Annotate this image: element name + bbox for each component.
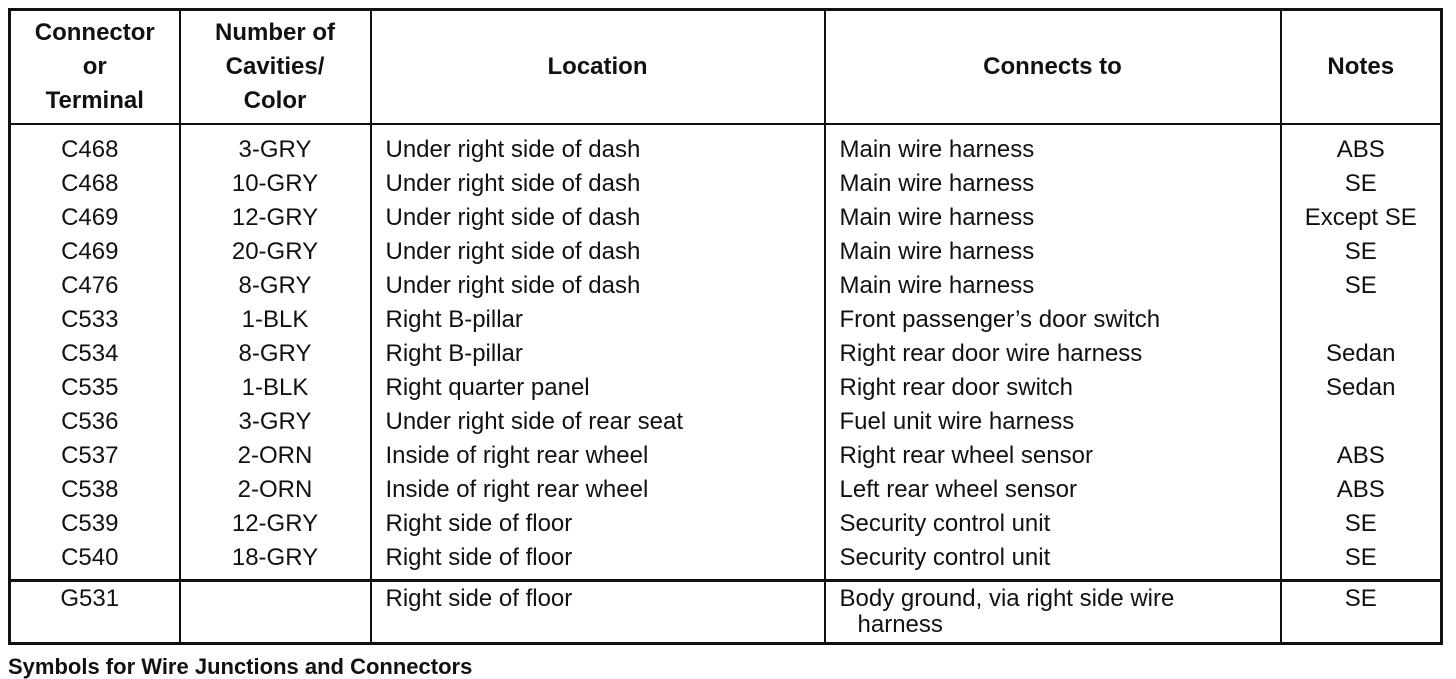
cell-notes: SE xyxy=(1281,167,1442,201)
cell-connects-to: Right rear door switch xyxy=(825,371,1281,405)
header-cavities-line2: Cavities/ xyxy=(225,53,325,80)
cell-cavities: 8-GRY xyxy=(180,337,371,371)
header-connector xyxy=(10,10,180,125)
cell-notes: ABS xyxy=(1281,124,1442,167)
cell-cavities: 20-GRY xyxy=(180,235,371,269)
table-row xyxy=(10,269,1442,303)
cell-cavities: 1-BLK xyxy=(180,303,371,337)
cell-connects-to: Main wire harness xyxy=(825,269,1281,303)
cell-cavities: 1-BLK xyxy=(180,371,371,405)
cell-connects-to: Main wire harness xyxy=(825,167,1281,201)
cell-notes: Sedan xyxy=(1281,337,1442,371)
table-row xyxy=(10,124,1442,167)
cell-cavities: 3-GRY xyxy=(180,405,371,439)
cell-connects-to: Main wire harness xyxy=(825,124,1281,167)
cell-location: Under right side of dash xyxy=(371,201,825,235)
header-row xyxy=(10,10,1442,125)
header-cavities-line3: Color xyxy=(243,87,307,114)
cell-connector: C468 xyxy=(10,124,180,167)
cell-connector: C469 xyxy=(10,201,180,235)
cell-connects-to: Main wire harness xyxy=(825,235,1281,269)
cell-notes: Sedan xyxy=(1281,371,1442,405)
cell-cavities: 2-ORN xyxy=(180,473,371,507)
header-connector-line1: Connector xyxy=(34,19,155,46)
header-location: Location xyxy=(371,10,825,125)
cell-notes: SE xyxy=(1281,507,1442,541)
cell-location: Right B-pillar xyxy=(371,337,825,371)
cell-location: Right side of floor xyxy=(371,541,825,581)
cell-connector: G531 xyxy=(10,581,180,644)
footer-partial-text: Symbols for Wire Junctions and Connectors xyxy=(8,654,473,679)
connector-table xyxy=(8,8,1443,645)
cell-location: Right quarter panel xyxy=(371,371,825,405)
header-cavities-line1: Number of xyxy=(215,19,335,46)
cell-connects-to: Left rear wheel sensor xyxy=(825,473,1281,507)
table-body xyxy=(10,124,1442,644)
cell-connects-to: Front passenger’s door switch xyxy=(825,303,1281,337)
cell-connects-to: Security control unit xyxy=(825,507,1281,541)
cell-notes: ABS xyxy=(1281,439,1442,473)
cell-location: Under right side of rear seat xyxy=(371,405,825,439)
cell-cavities xyxy=(180,581,371,644)
header-connects-to: Connects to xyxy=(825,10,1281,125)
cell-notes: SE xyxy=(1281,235,1442,269)
header-cavities xyxy=(180,10,371,125)
cell-location: Under right side of dash xyxy=(371,167,825,201)
cell-connector: C537 xyxy=(10,439,180,473)
cell-cavities: 18-GRY xyxy=(180,541,371,581)
connects-to-line2: harness xyxy=(857,611,943,638)
table-row xyxy=(10,371,1442,405)
table-row xyxy=(10,167,1442,201)
header-notes: Notes xyxy=(1281,10,1442,125)
cell-location: Under right side of dash xyxy=(371,124,825,167)
cell-notes: Except SE xyxy=(1281,201,1442,235)
cell-location: Right side of floor xyxy=(371,581,825,644)
cell-connector: C538 xyxy=(10,473,180,507)
table-row xyxy=(10,473,1442,507)
cell-location: Right side of floor xyxy=(371,507,825,541)
cell-connector: C533 xyxy=(10,303,180,337)
cell-connects-to: Security control unit xyxy=(825,541,1281,581)
cell-connector: C540 xyxy=(10,541,180,581)
cell-connector: C534 xyxy=(10,337,180,371)
cell-connects-to: Right rear door wire harness xyxy=(825,337,1281,371)
cell-connector: C476 xyxy=(10,269,180,303)
table-row xyxy=(10,439,1442,473)
cell-connector: C539 xyxy=(10,507,180,541)
cell-connector: C536 xyxy=(10,405,180,439)
table-row-ground xyxy=(10,581,1442,644)
cell-notes xyxy=(1281,405,1442,439)
cell-connector: C535 xyxy=(10,371,180,405)
cell-cavities: 3-GRY xyxy=(180,124,371,167)
connects-to-line1: Body ground, via right side wire xyxy=(839,585,1175,612)
cell-connects-to: Main wire harness xyxy=(825,201,1281,235)
header-connector-line3: Terminal xyxy=(45,87,144,114)
table-row xyxy=(10,235,1442,269)
cell-notes: ABS xyxy=(1281,473,1442,507)
cell-cavities: 8-GRY xyxy=(180,269,371,303)
cell-connects-to: Fuel unit wire harness xyxy=(825,405,1281,439)
cell-connector: C468 xyxy=(10,167,180,201)
cell-notes: SE xyxy=(1281,541,1442,581)
cell-connector: C469 xyxy=(10,235,180,269)
cell-notes: SE xyxy=(1281,269,1442,303)
table-row xyxy=(10,303,1442,337)
table-row xyxy=(10,337,1442,371)
header-connector-line2: or xyxy=(82,53,107,80)
table-row xyxy=(10,507,1442,541)
table-row xyxy=(10,405,1442,439)
cell-cavities: 12-GRY xyxy=(180,507,371,541)
cell-location: Under right side of dash xyxy=(371,269,825,303)
cell-connects-to: Right rear wheel sensor xyxy=(825,439,1281,473)
cell-location: Under right side of dash xyxy=(371,235,825,269)
table-row xyxy=(10,201,1442,235)
cell-location: Right B-pillar xyxy=(371,303,825,337)
cell-location: Inside of right rear wheel xyxy=(371,439,825,473)
table-row xyxy=(10,541,1442,581)
cell-connects-to xyxy=(825,581,1281,644)
cell-notes xyxy=(1281,303,1442,337)
cell-cavities: 12-GRY xyxy=(180,201,371,235)
cell-location: Inside of right rear wheel xyxy=(371,473,825,507)
cell-notes: SE xyxy=(1281,581,1442,644)
cell-cavities: 10-GRY xyxy=(180,167,371,201)
cell-cavities: 2-ORN xyxy=(180,439,371,473)
